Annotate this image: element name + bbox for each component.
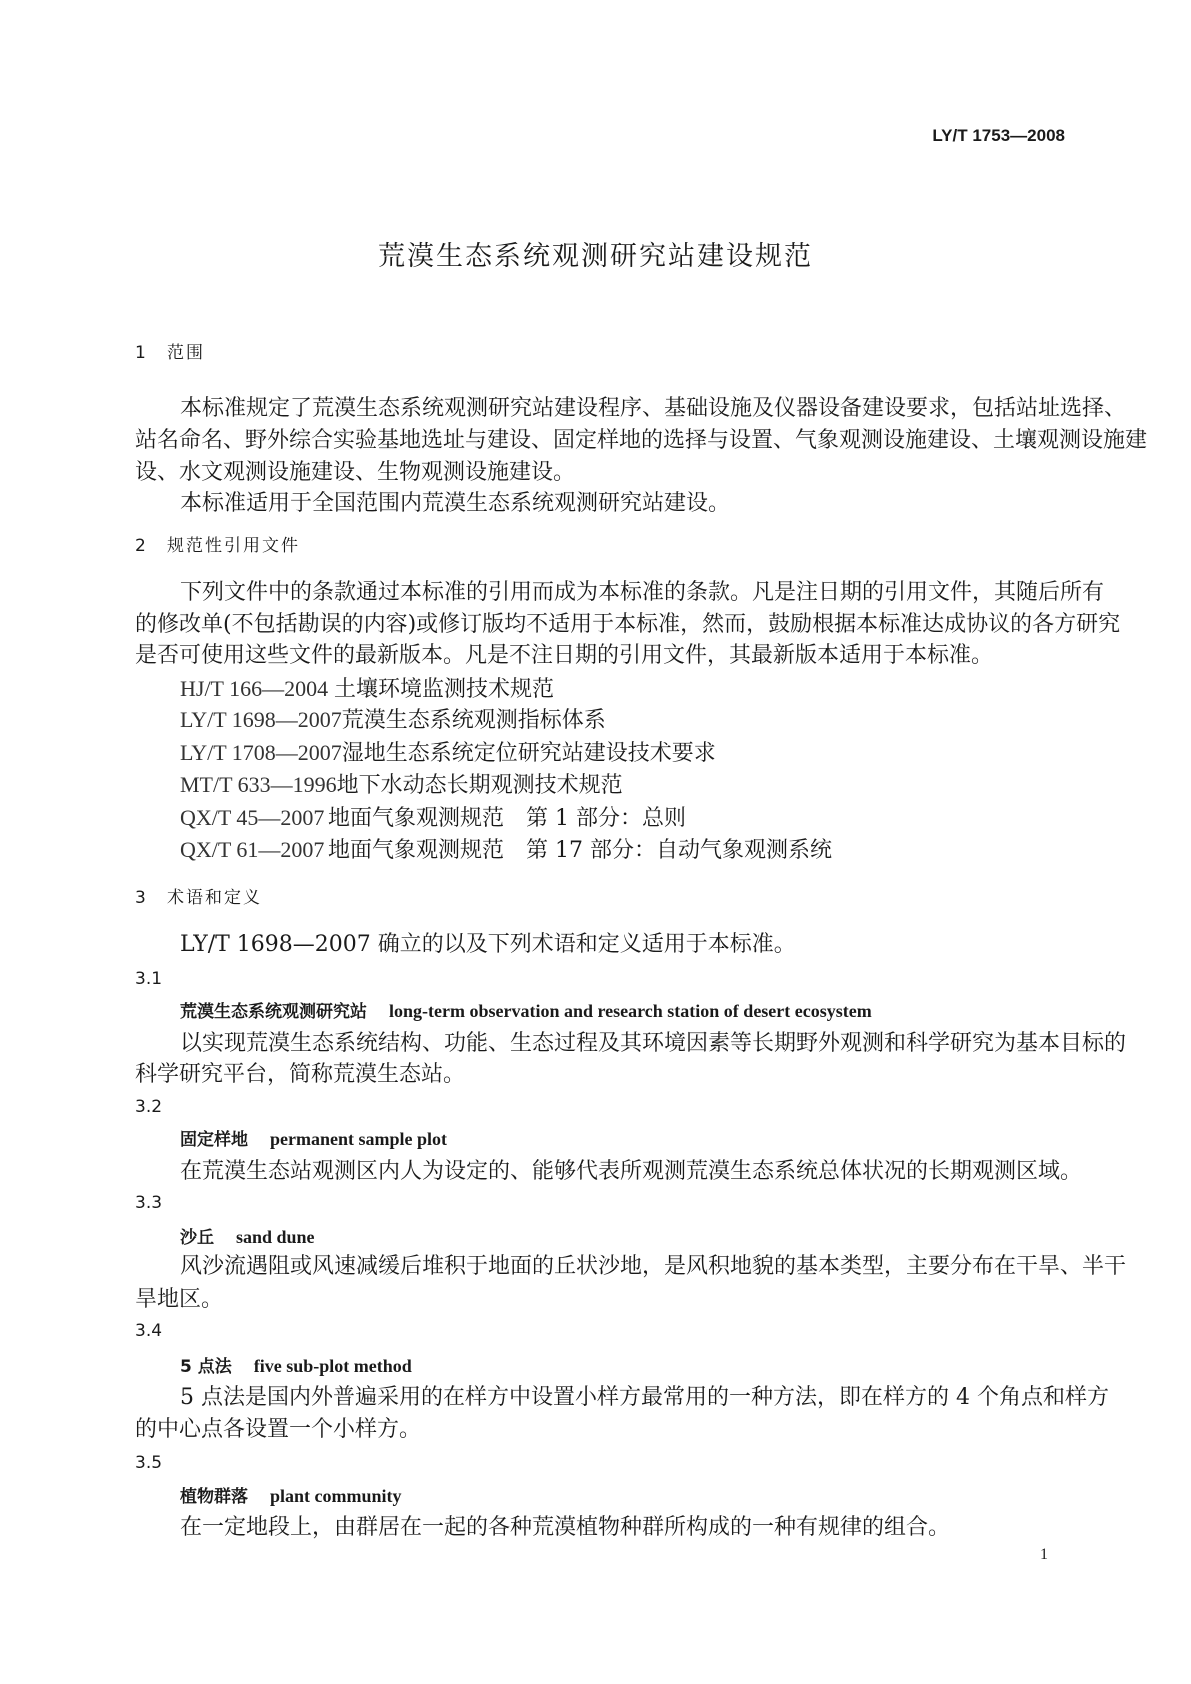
reference-item [180, 737, 716, 769]
term-en: permanent sample plot [270, 1129, 447, 1149]
term-heading [180, 1221, 315, 1253]
term-zh: 5 点法 [180, 1357, 232, 1377]
definition-line: 在荒漠生态站观测区内人为设定的、能够代表所观测荒漠生态系统总体状况的长期观测区域。 [180, 1159, 1083, 1184]
definition-line: 5 点法是国内外普遍采用的在样方中设置小样方最常用的一种方法，即在样方的 4 个角点和样方 [180, 1385, 1109, 1410]
reference-title: 湿地生态系统定位研究站建设技术要求 [341, 741, 716, 766]
term-number: 3.4 [135, 1321, 163, 1341]
section-number: 2 [135, 536, 148, 556]
reference-code: MT/T 633—1996 [180, 772, 337, 797]
paragraph-line: 本标准适用于全国范围内荒漠生态系统观测研究站建设。 [180, 491, 731, 516]
standard-number: LY/T 1753—2008 [932, 126, 1065, 145]
term-number: 3.2 [135, 1097, 163, 1117]
term-heading [180, 995, 872, 1027]
definition-line: 在一定地段上，由群居在一起的各种荒漠植物种群所构成的一种有规律的组合。 [180, 1515, 951, 1540]
reference-item [180, 704, 606, 736]
section-1-heading [135, 337, 205, 369]
section-title: 范围 [167, 343, 205, 363]
term-zh: 植物群落 [180, 1487, 248, 1507]
term-heading [180, 1350, 412, 1382]
reference-item [180, 802, 686, 834]
term-zh: 荒漠生态系统观测研究站 [180, 1002, 367, 1022]
term-zh: 沙丘 [180, 1228, 214, 1248]
section-title: 规范性引用文件 [167, 536, 300, 556]
section-title: 术语和定义 [167, 888, 262, 908]
reference-item [180, 834, 832, 866]
term-en: long-term observation and research station of desert ecosystem [389, 1001, 872, 1021]
reference-title: 土壤环境监测技术规范 [334, 677, 555, 702]
term-zh: 固定样地 [180, 1130, 248, 1150]
page-title: 荒漠生态系统观测研究站建设规范 [378, 241, 813, 272]
paragraph-line: 本标准规定了荒漠生态系统观测研究站建设程序、基础设施及仪器设备建设要求，包括站址选择、 [180, 396, 1127, 421]
definition-line: 的中心点各设置一个小样方。 [135, 1417, 422, 1442]
paragraph-line: 的修改单(不包括勘误的内容)或修订版均不适用于本标准，然而，鼓励根据本标准达成协议的各方研究 [135, 612, 1121, 637]
term-heading [180, 1123, 447, 1155]
reference-item [180, 769, 623, 801]
term-number: 3.3 [135, 1193, 163, 1213]
section-3-heading [135, 882, 262, 914]
section-number: 3 [135, 888, 148, 908]
reference-title: 地面气象观测规范 第 1 部分：总则 [328, 806, 686, 831]
section-2-heading [135, 530, 300, 562]
term-number: 3.1 [135, 969, 163, 989]
paragraph-line: 设、水文观测设施建设、生物观测设施建设。 [135, 460, 576, 485]
term-heading [180, 1480, 402, 1512]
term-number: 3.5 [135, 1453, 163, 1473]
reference-code: LY/T 1698—2007 [180, 707, 342, 732]
paragraph-line: 站名命名、野外综合实验基地选址与建设、固定样地的选择与设置、气象观测设施建设、土壤观测设施建 [135, 428, 1148, 453]
term-en: five sub-plot method [253, 1356, 412, 1376]
paragraph-line: 下列文件中的条款通过本标准的引用而成为本标准的条款。凡是注日期的引用文件，其随后所有 [180, 580, 1105, 605]
definition-line: 以实现荒漠生态系统结构、功能、生态过程及其环境因素等长期野外观测和科学研究为基本目标的 [180, 1031, 1127, 1056]
reference-code: LY/T 1708—2007 [180, 740, 342, 765]
term-en: plant community [270, 1486, 402, 1506]
paragraph-line: LY/T 1698—2007 确立的以及下列术语和定义适用于本标准。 [180, 932, 796, 957]
reference-title: 地下水动态长期观测技术规范 [336, 773, 623, 798]
reference-item [180, 673, 554, 705]
section-number: 1 [135, 343, 148, 363]
definition-line: 风沙流遇阻或风速减缓后堆积于地面的丘状沙地，是风积地貌的基本类型，主要分布在干旱、半干 [180, 1254, 1127, 1279]
paragraph-line: 是否可使用这些文件的最新版本。凡是不注日期的引用文件，其最新版本适用于本标准。 [135, 643, 994, 668]
term-en: sand dune [236, 1227, 315, 1247]
page-number: 1 [1040, 1546, 1048, 1563]
reference-code: QX/T 61—2007 [180, 837, 325, 862]
definition-line: 旱地区。 [135, 1287, 224, 1312]
reference-code: HJ/T 166—2004 [180, 676, 329, 701]
reference-title: 荒漠生态系统观测指标体系 [341, 708, 606, 733]
reference-code: QX/T 45—2007 [180, 805, 325, 830]
definition-line: 科学研究平台，简称荒漠生态站。 [135, 1062, 466, 1087]
reference-title: 地面气象观测规范 第 17 部分：自动气象观测系统 [328, 838, 832, 863]
